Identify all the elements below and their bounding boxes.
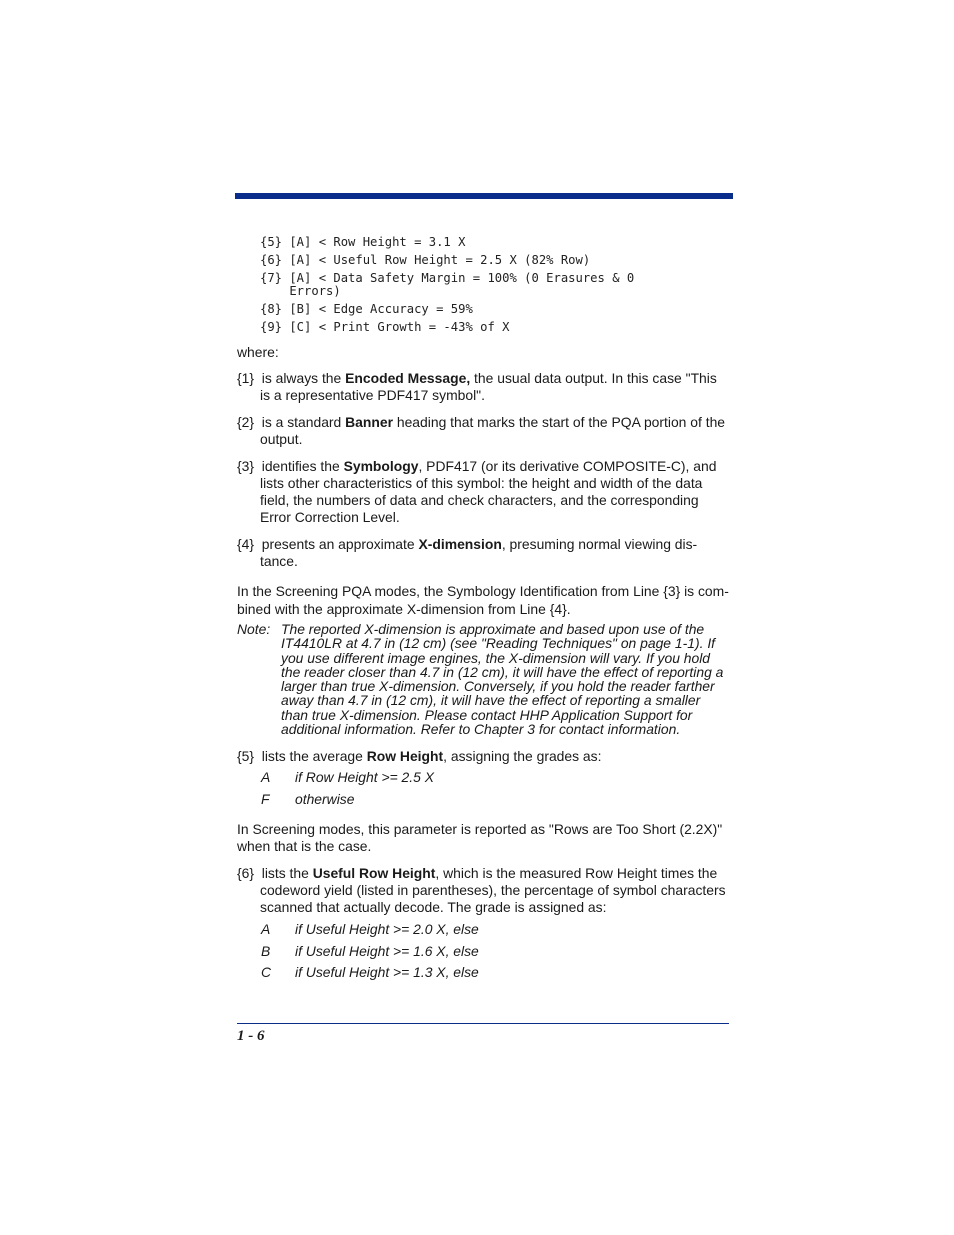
document-page: {5} [A] < Row Height = 3.1 X {6} [A] < Useful Row Height = 2.5 X (82% Row) {7} [A] < Data Safety Margin = 100% (0 Erasures & 0 Errors) {8} [B] < Edge Accuracy = 59% {9} [C] < Print Growth = -43% of X where: {1} is always the Encoded Message, the usual data output. In this case "This is a representative PDF417 symbol". {2} is a standard Banner heading that marks the start of the PQA portion of the output. {3} identifies the Symbology, PDF417 (or its derivative COMPOSITE-C), and lists other characteristics of this symbol: the height and width of the data field, the numbers of data and check characters, and the corresponding Error Correction Level. {4} presents an approximate X-dimension, presuming normal viewing dis- tance. In the Screening PQA modes, the Symbology Identification from Line {3} is com-bined with the approximate X-dimension from Line {4}. Note: The reported X-dimension is approximate and based upon use of the IT4410LR at 4.7 in (12 cm) (see "Reading Techniques" on page 1-1). If you use different image engines, the X-dimension will vary. If you hold the reader closer than 4.7 in (12 cm), it will have the effect of reporting a larger than true X-dimension. Conversely, if you hold the reader farther away than 4.7 in (12 cm), it will have the effect of reporting a smaller than true X-dimension. Please contact HHP Application Support for additional information. Refer to Chapter 3 for contact information. {5} lists the average Row Height, assigning the grades as: A if Row Height >= 2.5 X F otherwise In Screening modes, this parameter is reported as "Rows are Too Short (2.2X)" when that is the case. {6} lists the Useful Row Height, which is the measured Row Height times the codeword yield (listed in parentheses), the percentage of symbol characters scanned that actually decode. The grade is assigned as: A if Useful Height >= 2.0 X, else B if Useful Height >= 1.6 X, else C if Useful Height >= 1.3 X, else 1 - 6 [0, 0, 954, 1235]
list-item: {4} presents an approximate X-dimension, presuming normal viewing dis- tance. [237, 536, 698, 569]
list-item: {6} lists the Useful Row Height, which is the measured Row Height times the codeword yield (listed in parentheses), the percentage of symbol characters scanned that actually decode. The grade is assigned as: [237, 865, 726, 915]
term-bold: Useful Row Height [312, 865, 436, 881]
code-line: {7} [A] < Data Safety Margin = 100% (0 Erasures & 0 [260, 271, 635, 285]
screening-paragraph: In the Screening PQA modes, the Symbology Identification from Line {3} is com-bined with the approximate X-dimension from Line {4}. [237, 583, 729, 617]
note-text: The reported X-dimension is approximate and based upon use of the IT4410LR at 4.7 in (12 cm) (see "Reading Techniques" on page 1-1). If you use different image engines, the X-dimension will vary. If you hold the reader closer than 4.7 in (12 cm), it will have the effect of reporting a larger than true X-dimension. Conversely, if you hold the reader farther away than 4.7 in (12 cm), it will have the effect of reporting a smaller than true X-dimension. Please contact HHP Application Support for additional information. Refer to Chapter 3 for contact information. [281, 621, 724, 738]
header-rule [235, 193, 733, 199]
code-line: {8} [B] < Edge Accuracy = 59% [260, 302, 473, 316]
term-bold: Row Height [366, 748, 444, 764]
footer-rule [237, 1023, 729, 1024]
list-item: {1} is always the Encoded Message, the usual data output. In this case "This is a representative PDF417 symbol". [237, 370, 717, 403]
page-number: 1 - 6 [237, 1028, 265, 1044]
code-line: {9} [C] < Print Growth = -43% of X [260, 320, 510, 334]
where-label: where: [237, 344, 279, 360]
code-line: {6} [A] < Useful Row Height = 2.5 X (82% Row) [260, 253, 591, 267]
screening-modes-paragraph: In Screening modes, this parameter is reported as "Rows are Too Short (2.2X)" when that is the case. [237, 821, 723, 854]
term-bold: Encoded Message, [345, 370, 471, 386]
list-item: {5} lists the average Row Height, assigning the grades as: [237, 748, 602, 764]
list-item: {2} is a standard Banner heading that marks the start of the PQA portion of the output. [237, 414, 726, 447]
code-line: Errors) [260, 284, 341, 298]
code-line: {5} [A] < Row Height = 3.1 X [260, 235, 466, 249]
term-bold: Symbology [343, 458, 419, 474]
term-bold: Banner [345, 414, 393, 430]
list-item: {3} identifies the Symbology, PDF417 (or its derivative COMPOSITE-C), and lists other characteristics of this symbol: the height and width of the data field, the numbers of data and check characters, and the corresponding Error Correction Level. [237, 458, 717, 525]
note-label: Note: [237, 621, 271, 637]
term-bold: X-dimension [418, 536, 502, 552]
